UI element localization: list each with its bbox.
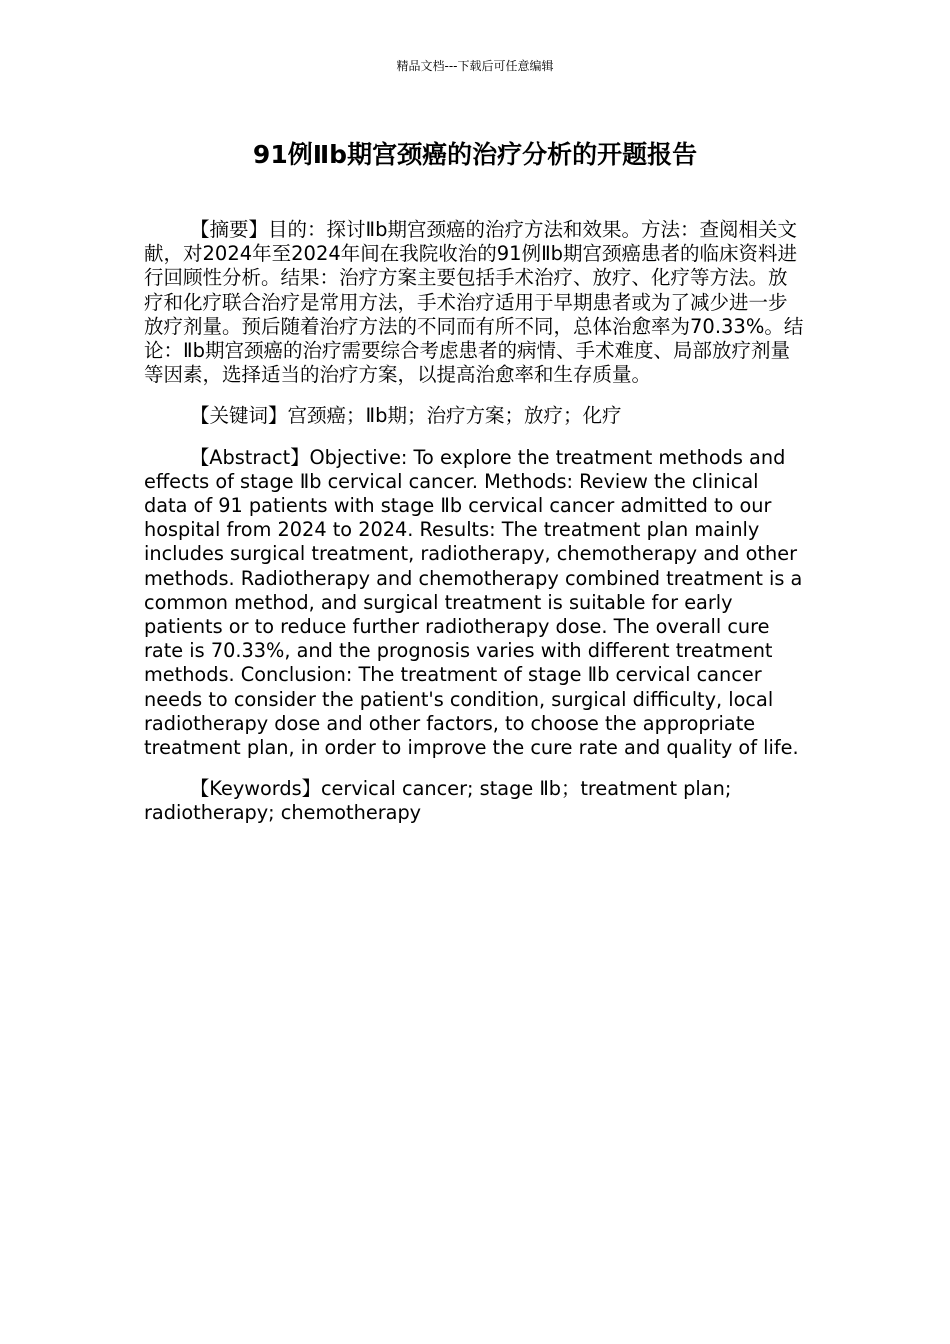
- page-header-note: 精品文档---下载后可任意编辑: [396, 59, 554, 73]
- abstract-chinese: 【摘要】目的：探讨Ⅱb期宫颈癌的治疗方法和效果。方法：查阅相关文献，对2024年至2024年间在我院收治的91例Ⅱb期宫颈癌患者的临床资料进行回顾性分析。结果：治疗方案主要包括手术治疗、放疗、化疗等方法。放疗和化疗联合治疗是常用方法，手术治疗适用于早期患者或为了减少进一步放疗剂量。预后随着治疗方法的不同而有所不同，总体治愈率为70.33%。结论：Ⅱb期宫颈癌的治疗需要综合考虑患者的病情、手术难度、局部放疗剂量等因素，选择适当的治疗方案，以提高治愈率和生存质量。: [144, 218, 804, 387]
- document-title: 91例Ⅱb期宫颈癌的治疗分析的开题报告: [252, 140, 698, 169]
- keywords-chinese: 【关键词】宫颈癌；Ⅱb期；治疗方案；放疗；化疗: [190, 404, 622, 428]
- abstract-english: 【Abstract】Objective: To explore the treatment methods and effects of stage Ⅱb cervical cancer. Methods: Review the clinical data of 91 patients with stage Ⅱb cervical cancer admitted to our hospital from 2024 to 2024. Results: The treatment plan mainly includes surgical treatment, radiotherapy, chemotherapy and other methods. Radiotherapy and chemotherapy combined treatment is a common method, and surgical treatment is suitable for early patients or to reduce further radiotherapy dose. The overall cure rate is 70.33%, and the prognosis varies with different treatment methods. Conclusion: The treatment of stage Ⅱb cervical cancer needs to consider the patient's condition, surgical difficulty, local radiotherapy dose and other factors, to choose the appropriate treatment plan, in order to improve the cure rate and quality of life.: [144, 445, 803, 760]
- document-body: [144, 218, 806, 843]
- keywords-english: 【Keywords】cervical cancer; stage Ⅱb；treatment plan; radiotherapy; chemotherapy: [144, 777, 732, 825]
